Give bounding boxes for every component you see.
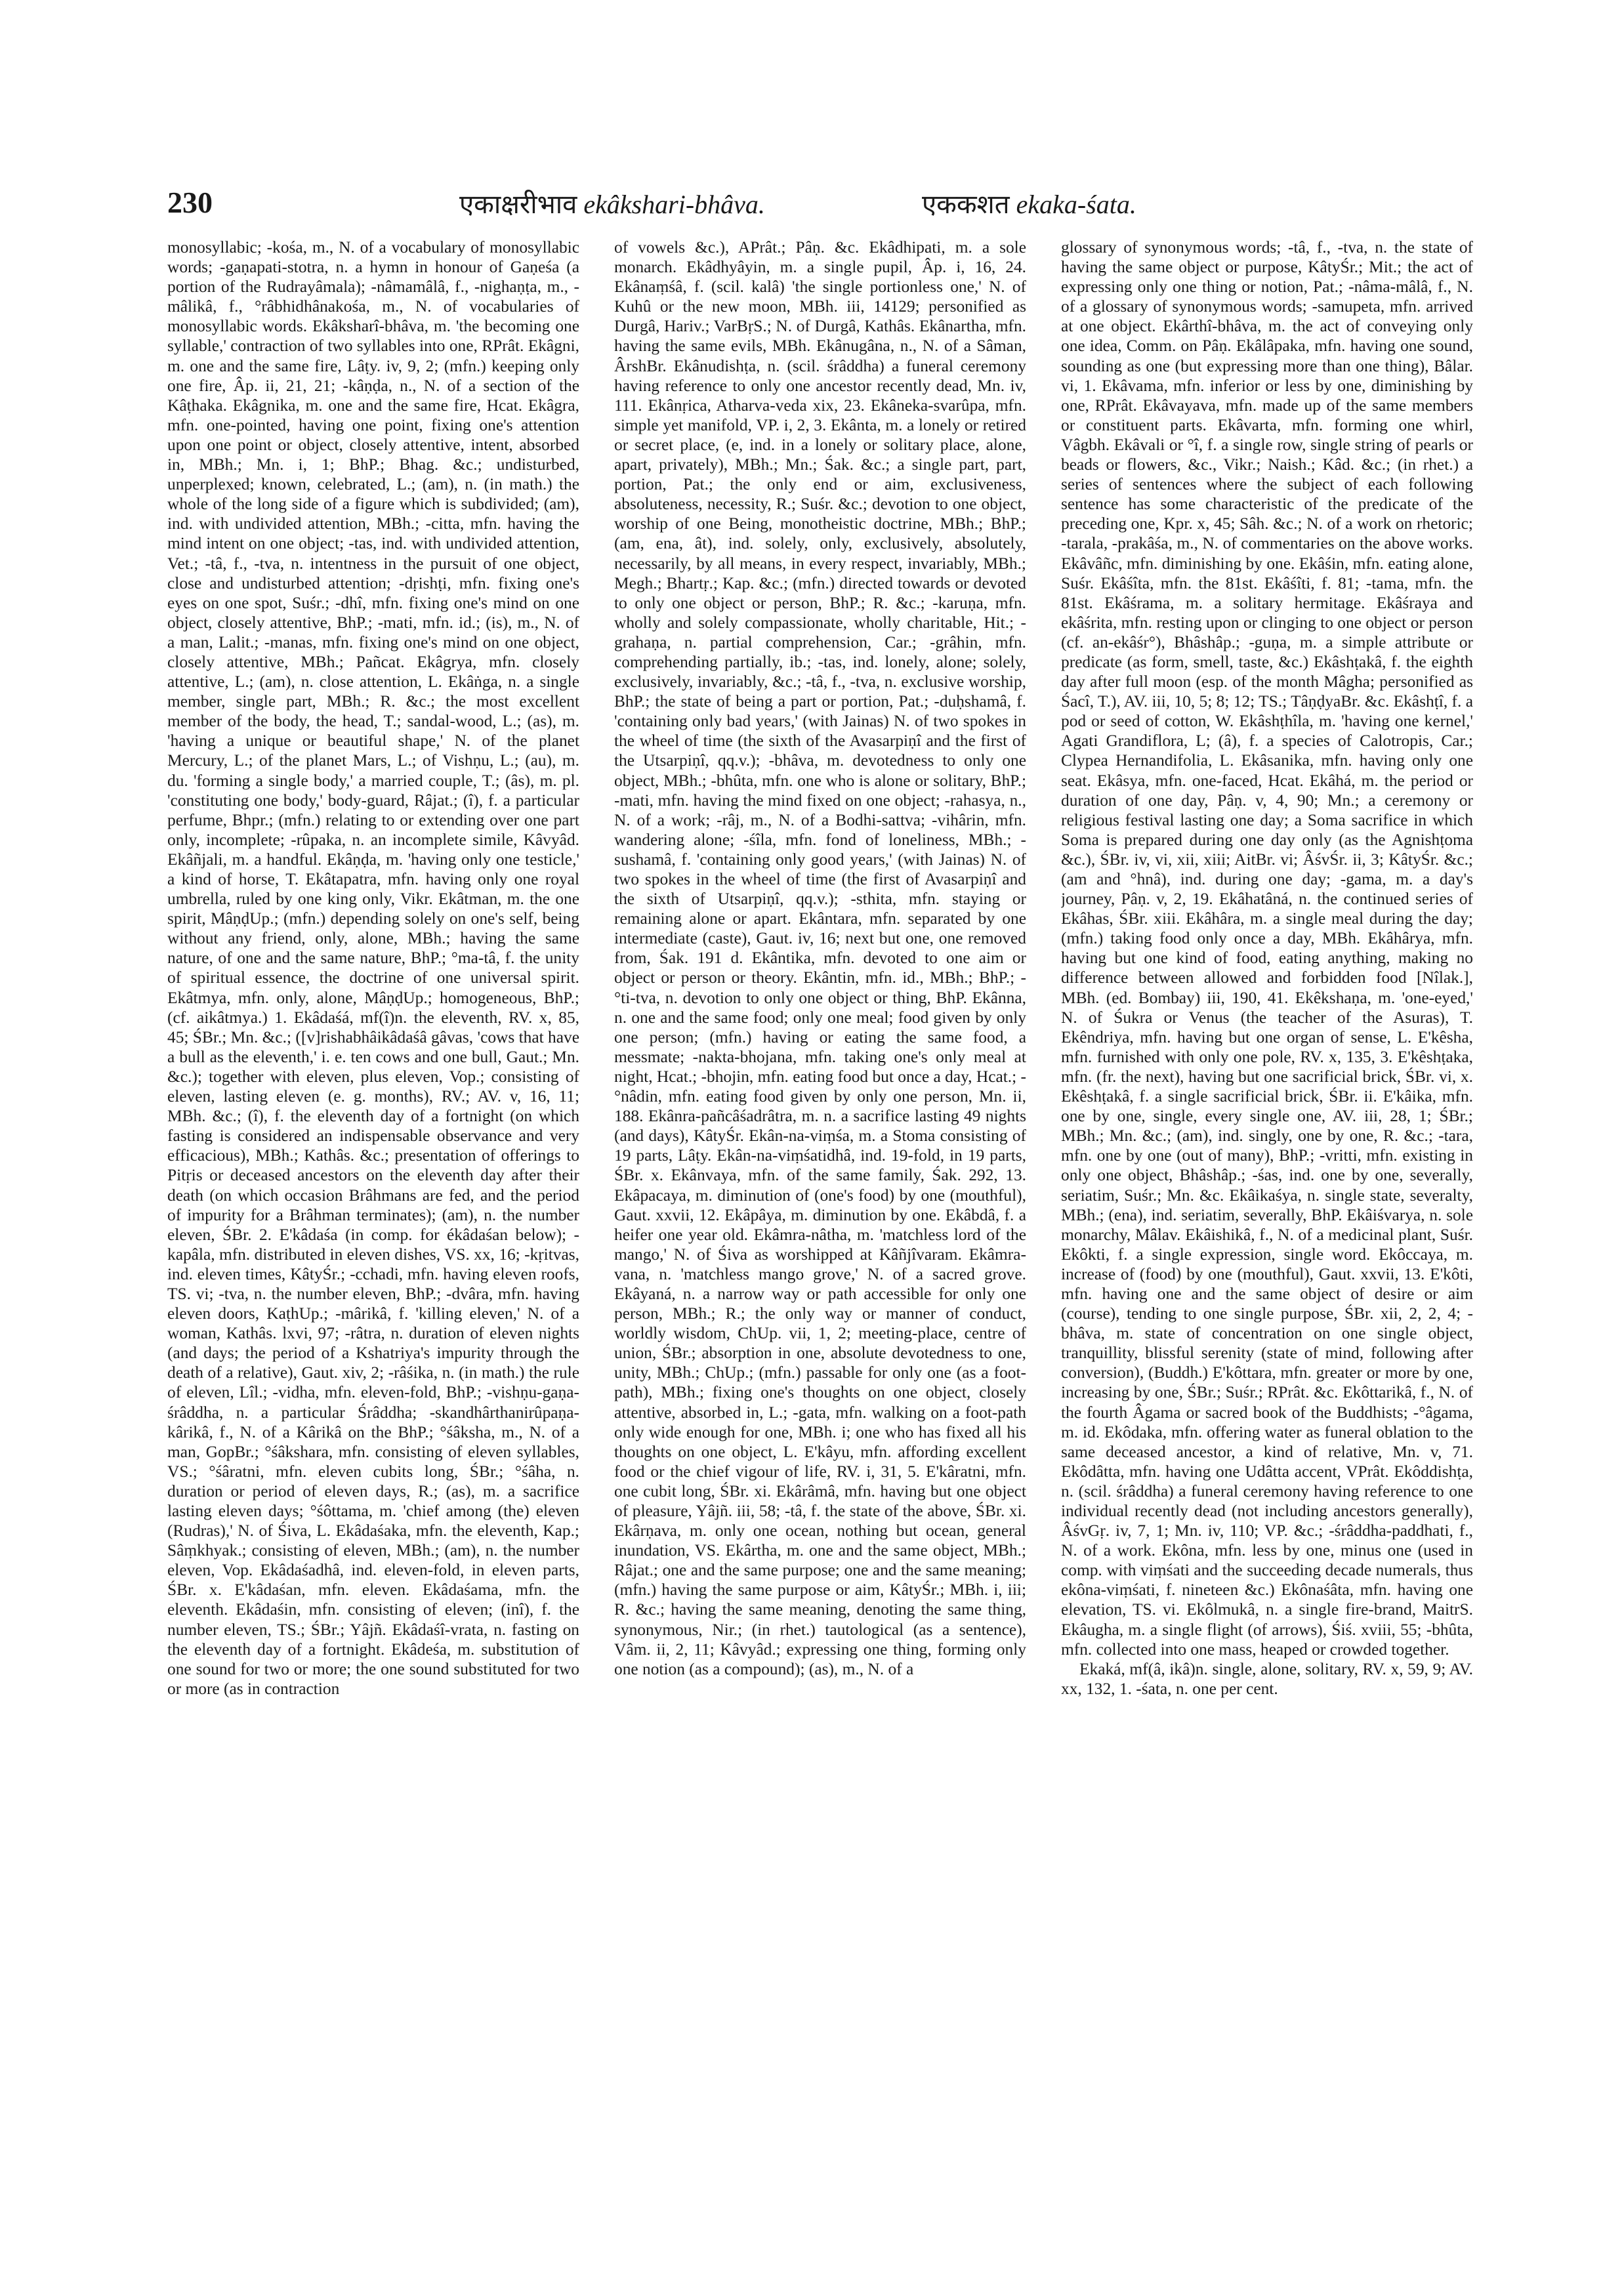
column-right [1061,238,1473,2271]
right-headword-devanagari: एककशत [922,190,1010,219]
column-left [167,238,579,2271]
column-right-text: glossary of synonymous words; -tâ, f., -tva, n. the state of having the same object or purpose, KâtyŚr.; Mit.; the act of expressing only one thing or notion, Pat.; -nâma-mâlâ, f., N. of a glossary of synonymous words; -samupeta, mfn. arrived at one object. Ekârthî-bhâva, m. the act of conveying only one idea, Comm. on Pâṇ. Ekâlâpaka, mfn. having one sound, sounding as one (but expressing more than one thing), Bâlar. vi, 1. Ekâvama, mfn. inferior or less by one, diminishing by one, RPrât. Ekâvayava, mfn. made up of the same members or constituent parts. Ekâvarta, mfn. forming one whirl, Vâgbh. Ekâvali or °î, f. a single row, single string of pearls or beads or flowers, &c., Vikr.; Naish.; Kâd. &c.; (in rhet.) a series of sentences where the subject of each following sentence has some characteristic of the predicate of the preceding one, Kpr. x, 45; Sâh. &c.; N. of a work on rhetoric; -tarala, -prakâśa, m., N. of commentaries on the above works. Ekâvâñc, mfn. diminishing by one. Ekâśin, mfn. eating alone, Suśr. Ekâśîta, mfn. the 81st. Ekâśîti, f. 81; -tama, mfn. the 81st. Ekâśrama, m. a solitary hermitage. Ekâśraya and ekâśrita, mfn. resting upon or clinging to one object or person (cf. an-ekâśr°), Bhâshâp.; -guṇa, m. a simple attribute or predicate (as form, smell, taste, &c.) Ekâshṭakâ, f. the eighth day after full moon (esp. of the month Mâgha; personified as Śacî, T.), AV. iii, 10, 5; 8; 12; TS.; TâṇḍyaBr. &c. Ekâshṭî, f. a pod or seed of cotton, W. Ekâshṭhîla, m. 'having one kernel,' Agati Grandiflora, L; (â), f. a species of Calotropis, Car.; Clypea Hernandifolia, L. Ekâsanika, mfn. having only one seat. Ekâsya, mfn. one-faced, Hcat. Ekâhá, m. the period or duration of one day, Pâṇ. v, 4, 90; Mn.; a ceremony or religious festival lasting one day; a Soma sacrifice in which Soma is prepared during one day only (as the Agnishṭoma &c.), ŚBr. iv, vi, xii, xiii; AitBr. vi; ÂśvŚr. ii, 3; KâtyŚr. &c.; (am and °hnâ), ind. during one day; -gama, m. a day's journey, Pâṇ. v, 2, 19. Ekâhatâná, n. the continued series of Ekâhas, ŚBr. xiii. Ekâhâra, m. a single meal during the day; (mfn.) taking food only once a day, MBh. Ekâhârya, mfn. having but one kind of food, eating anything, making no difference between allowed and forbidden food [Nîlak.], MBh. (ed. Bombay) iii, 190, 41. Ekêkshaṇa, m. 'one-eyed,' N. of Śukra or Venus (the teacher of the Asuras), T. Ekêndriya, mfn. having but one organ of sense, L. E'kêsha, mfn. furnished with only one pole, RV. x, 135, 3. E'kêshṭaka, mfn. (fr. the next), having but one sacrificial brick, ŚBr. vi, x. Ekêshṭakâ, f. a single sacrificial brick, ŚBr. ii. E'kâika, mfn. one by one, single, every single one, AV. iii, 28, 1; ŚBr.; MBh.; Mn. &c.; (am), ind. singly, one by one, R. &c.; -tara, mfn. one by one (out of many), BhP.; -vritti, mfn. existing in only one object, Bhâshâp.; -śas, ind. one by one, severally, seriatim, Suśr.; Mn. &c. Ekâikaśya, n. single state, severalty, MBh.; (ena), ind. seriatim, severally, BhP. Ekâiśvarya, n. sole monarchy, Mâlav. Ekâishikâ, f., N. of a medicinal plant, Suśr. Ekôkti, f. a single expression, single word. Ekôccaya, m. increase of (food) by one (mouthful), Gaut. xxvii, 13. E'kôti, mfn. having one and the same object of desire or aim (course), tending to one single purpose, ŚBr. xii, 2, 2, 4; -bhâva, m. state of concentration on one single object, tranquillity, blissful serenity (state of mind, following after conversion), (Buddh.) E'kôttara, mfn. greater or more by one, increasing by one, ŚBr.; Suśr.; RPrât. &c. Ekôttarikâ, f., N. of the fourth Âgama or sacred book of the Buddhists; -°âgama, m. id. Ekôdaka, mfn. offering water as funeral oblation to the same deceased ancestor, a kind of relative, Mn. v, 71. Ekôdâtta, mfn. having one Udâtta accent, VPrât. Ekôddishṭa, n. (scil. śrâddha) a funeral ceremony having reference to one individual recently dead (not including ancestors generally), ÂśvGṛ. iv, 7, 1; Mn. iv, 110; VP. &c.; -śrâddha-paddhati, f., N. of a work. Ekôna, mfn. less by one, minus one (used in comp. with viṃśati and the succeeding decade numerals, thus ekôna-viṃśati, f. nineteen &c.) Ekônaśâta, mfn. having one elevation, TS. vi. Ekôlmukâ, n. a single fire-brand, MaitrS. Ekâugha, m. a single flight (of arrows), Śiś. xviii, 55; -bhûta, mfn. collected into one mass, heaped or crowded together. [1061,238,1473,1659]
left-running-headword [459,185,765,221]
right-headword-translit: ekaka-śata. [1016,190,1136,219]
column-right-final-entry: Ekaká, mf(â, ikâ)n. single, alone, solitary, RV. x, 59, 9; AV. xx, 132, 1. -śata, n. one per cent. [1061,1659,1473,1698]
page-number: 230 [167,186,213,219]
page-header [167,185,1473,224]
right-running-headword [922,185,1136,221]
left-headword-translit: ekâkshari-bhâva. [583,190,765,219]
left-headword-devanagari: एकाक्षरीभाव [459,190,577,219]
column-left-text: monosyllabic; -kośa, m., N. of a vocabulary of monosyllabic words; -gaṇapati-stotra, n. a hymn in honour of Gaṇeśa (a portion of the Rudrayâmala); -nâmamâlâ, f., -nighaṇṭa, m., -mâlikâ, f., °râbhidhânakośa, m., N. of vocabularies of monosyllabic words. Ekâksharî-bhâva, m. 'the becoming one syllable,' contraction of two syllables into one, RPrât. Ekâgni, m. one and the same fire, Lâṭy. iv, 9, 2; (mfn.) keeping only one fire, Âp. ii, 21, 21; -kâṇḍa, n., N. of a section of the Kâṭhaka. Ekâgnika, m. one and the same fire, Hcat. Ekâgra, mfn. one-pointed, having one point, fixing one's attention upon one point or object, closely attentive, intent, absorbed in, MBh.; Mn. i, 1; BhP.; Bhag. &c.; undisturbed, unperplexed; known, celebrated, L.; (am), n. (in math.) the whole of the long side of a figure which is subdivided; (am), ind. with undivided attention, MBh.; -citta, mfn. having the mind intent on one object; -tas, ind. with undivided attention, Vet.; -tâ, f., -tva, n. intentness in the pursuit of one object, close and undisturbed attention; -dṛishṭi, mfn. fixing one's eyes on one spot, Suśr.; -dhî, mfn. fixing one's mind on one object, closely attentive, BhP.; -mati, mfn. id.; (is), m., N. of a man, Lalit.; -manas, mfn. fixing one's mind on one object, closely attentive, MBh.; Pañcat. Ekâgrya, mfn. closely attentive, L.; (am), n. close attention, L. Ekâṅga, n. a single member, single part, MBh.; R. &c.; the most excellent member of the body, the head, T.; sandal-wood, L.; (as), m. 'having a unique or beautiful shape,' N. of the planet Mercury, L.; of the planet Mars, L.; of Vishṇu, L.; (au), m. du. 'forming a single body,' a married couple, T.; (âs), m. pl. 'constituting one body,' body-guard, Râjat.; (î), f. a particular perfume, Bhpr.; (mfn.) relating to or extending over one part only, incomplete; -rûpaka, n. an incomplete simile, Kâvyâd. Ekâñjali, m. a handful. Ekâṇḍa, m. 'having only one testicle,' a kind of horse, T. Ekâtapatra, mfn. having only one royal umbrella, ruled by one king only, Vikr. Ekâtman, m. the one spirit, MâṇḍUp.; (mfn.) depending solely on one's self, being without any friend, only, alone, MBh.; having the same nature, of one and the same nature, BhP.; °ma-tâ, f. the unity of spiritual essence, the doctrine of one universal spirit. Ekâtmya, mfn. only, alone, MâṇḍUp.; homogeneous, BhP.; (cf. aikâtmya.) 1. Ekâdaśá, mf(î)n. the eleventh, RV. x, 85, 45; ŚBr.; Mn. &c.; ([v]rishabhâikâdaśâ gâvas, 'cows that have a bull as the eleventh,' i. e. ten cows and one bull, Gaut.; Mn. &c.); together with eleven, plus eleven, Vop.; consisting of eleven, lasting eleven (e. g. months), RV.; AV. v, 16, 11; MBh. &c.; (î), f. the eleventh day of a fortnight (on which fasting is considered an indispensable observance and very efficacious), MBh.; Kathâs. &c.; presentation of offerings to Pitṛis or deceased ancestors on the eleventh day after their death (on which occasion Brâhmans are fed, and the period of impurity for a Brâhman terminates); (am), n. the number eleven, ŚBr. 2. E'kâdaśa (in comp. for ékâdaśan below); -kapâla, mfn. distributed in eleven dishes, VS. xx, 16; -kṛitvas, ind. eleven times, KâtyŚr.; -cchadi, mfn. having eleven roofs, TS. vi; -tva, n. the number eleven, BhP.; -dvâra, mfn. having eleven doors, KaṭhUp.; -mârikâ, f. 'killing eleven,' N. of a woman, Kathâs. lxvi, 97; -râtra, n. duration of eleven nights (and days; the period of a Kshatriya's impurity through the death of a relative), Gaut. xiv, 2; -râśika, n. (in math.) the rule of eleven, Lîl.; -vidha, mfn. eleven-fold, BhP.; -vishṇu-gaṇa-śrâddha, n. a particular Śrâddha; -skandhârthanirûpaṇa-kârikâ, f., N. of a Kârikâ on the BhP.; °śâksha, m., N. of a man, GopBr.; °śâkshara, mfn. consisting of eleven syllables, VS.; °śâratni, mfn. eleven cubits long, ŚBr.; °śâha, n. duration or period of eleven days, R.; (as), m. a sacrifice lasting eleven days; °śôttama, m. 'chief among (the) eleven (Rudras),' N. of Śiva, L. Ekâdaśaka, mfn. the eleventh, Kap.; Sâṃkhyak.; consisting of eleven, MBh.; (am), n. the number eleven, Vop. Ekâdaśadhâ, ind. eleven-fold, in eleven parts, ŚBr. x. E'kâdaśan, mfn. eleven. Ekâdaśama, mfn. the eleventh. Ekâdaśin, mfn. consisting of eleven; (inî), f. the number eleven, TS.; ŚBr.; Yâjñ. Ekâdaśî-vrata, n. fasting on the eleventh day of a fortnight. Ekâdeśa, m. substitution of one sound for two or more; the one sound substituted for two or more (as in contraction [167,238,579,1698]
column-middle [614,238,1026,2271]
column-middle-text: of vowels &c.), APrât.; Pâṇ. &c. Ekâdhipati, m. a sole monarch. Ekâdhyâyin, m. a single pupil, Âp. i, 16, 24. Ekânaṃśâ, f. (scil. kalâ) 'the single portionless one,' N. of Kuhû or the new moon, MBh. iii, 14129; personified as Durgâ, Hariv.; VarBṛS.; N. of Durgâ, Kathâs. Ekânartha, mfn. having the same evils, MBh. Ekânugâna, n., N. of a Sâman, ÂrshBr. Ekânudishṭa, n. (scil. śrâddha) a funeral ceremony having reference to only one ancestor recently dead, Mn. iv, 111. Ekânṛica, Atharva-veda xix, 23. Ekâneka-svarûpa, mfn. simple yet manifold, VP. i, 2, 3. Ekânta, m. a lonely or retired or secret place, (e, ind. in a lonely or solitary place, alone, apart, privately), MBh.; Mn.; Śak. &c.; a single part, part, portion, Pat.; the only end or aim, exclusiveness, absoluteness, necessity, R.; Suśr. &c.; devotion to one object, worship of one Being, monotheistic doctrine, MBh.; BhP.; (am, ena, ât), ind. solely, only, exclusively, absolutely, necessarily, by all means, in every respect, invariably, MBh.; Megh.; Bhartṛ.; Kap. &c.; (mfn.) directed towards or devoted to only one object or person, BhP.; R. &c.; -karuṇa, mfn. wholly and solely compassionate, wholly charitable, Hit.; -grahaṇa, n. partial comprehension, Car.; -grâhin, mfn. comprehending partially, ib.; -tas, ind. lonely, alone; solely, exclusively, invariably, &c.; -tâ, f., -tva, n. exclusive worship, BhP.; the state of being a part or portion, Pat.; -duḥshamâ, f. 'containing only bad years,' (with Jainas) N. of two spokes in the wheel of time (the sixth of the Avasarpiṇî and the first of the Utsarpiṇî, qq.v.); -bhâva, m. devotedness to only one object, MBh.; -bhûta, mfn. one who is alone or solitary, BhP.; -mati, mfn. having the mind fixed on one object; -rahasya, n., N. of a work; -râj, m., N. of a Bodhi-sattva; -vihârin, mfn. wandering alone; -śîla, mfn. fond of loneliness, MBh.; -sushamâ, f. 'containing only good years,' (with Jainas) N. of two spokes in the wheel of time (the first of Avasarpiṇî and the sixth of Utsarpiṇî, qq.v.); -sthita, mfn. staying or remaining alone or apart. Ekântara, mfn. separated by one intermediate (caste), Gaut. iv, 16; next but one, one removed from, Śak. 191 d. Ekântika, mfn. devoted to one aim or object or person or theory. Ekântin, mfn. id., MBh.; BhP.; -°ti-tva, n. devotion to only one object or thing, BhP. Ekânna, n. one and the same food; only one meal; food given by only one person; (mfn.) having or eating the same food, a messmate; -nakta-bhojana, mfn. taking one's only meal at night, Hcat.; -bhojin, mfn. eating food but once a day, Hcat.; -°nâdin, mfn. eating food given by only one person, Mn. ii, 188. Ekânra-pañcâśadrâtra, m. n. a sacrifice lasting 49 nights (and days), KâtyŚr. Ekân-na-viṃśa, m. a Stoma consisting of 19 parts, Lâṭy. Ekân-na-viṃśatidhâ, ind. 19-fold, in 19 parts, ŚBr. x. Ekânvaya, mfn. of the same family, Śak. 292, 13. Ekâpacaya, m. diminution of (one's food) by one (mouthful), Gaut. xxvii, 12. Ekâpâya, m. diminution by one. Ekâbdâ, f. a heifer one year old. Ekâmra-nâtha, m. 'matchless lord of the mango,' N. of Śiva as worshipped at Kâñjîvaram. Ekâmra-vana, n. 'matchless mango grove,' N. of a sacred grove. Ekâyaná, n. a narrow way or path accessible for only one person, MBh.; R.; the only way or manner of conduct, worldly wisdom, ChUp. vii, 1, 2; meeting-place, centre of union, ŚBr.; absorption in one, absolute devotedness to one, unity, MBh.; ChUp.; (mfn.) passable for only one (as a foot-path), MBh.; fixing one's thoughts on one object, closely attentive, absorbed in, L.; -gata, mfn. walking on a foot-path only wide enough for one, MBh. i; one who has fixed all his thoughts on one object, L. E'kâyu, mfn. affording excellent food or the chief vigour of life, RV. i, 31, 5. E'kâratni, mfn. one cubit long, ŚBr. xi. Ekârâmâ, mfn. having but one object of pleasure, Yâjñ. iii, 58; -tâ, f. the state of the above, ŚBr. xi. Ekârṇava, m. only one ocean, nothing but ocean, general inundation, VS. Ekârtha, m. one and the same object, MBh.; Râjat.; one and the same purpose; one and the same meaning; (mfn.) having the same purpose or aim, KâtyŚr.; MBh. i, iii; R. &c.; having the same meaning, denoting the same thing, synonymous, Nir.; (in rhet.) tautological (as a sentence), Vâm. ii, 2, 11; Kâvyâd.; expressing one thing, forming only one notion (as a compound); (as), m., N. of a [614,238,1026,1678]
dictionary-columns [167,238,1473,2271]
